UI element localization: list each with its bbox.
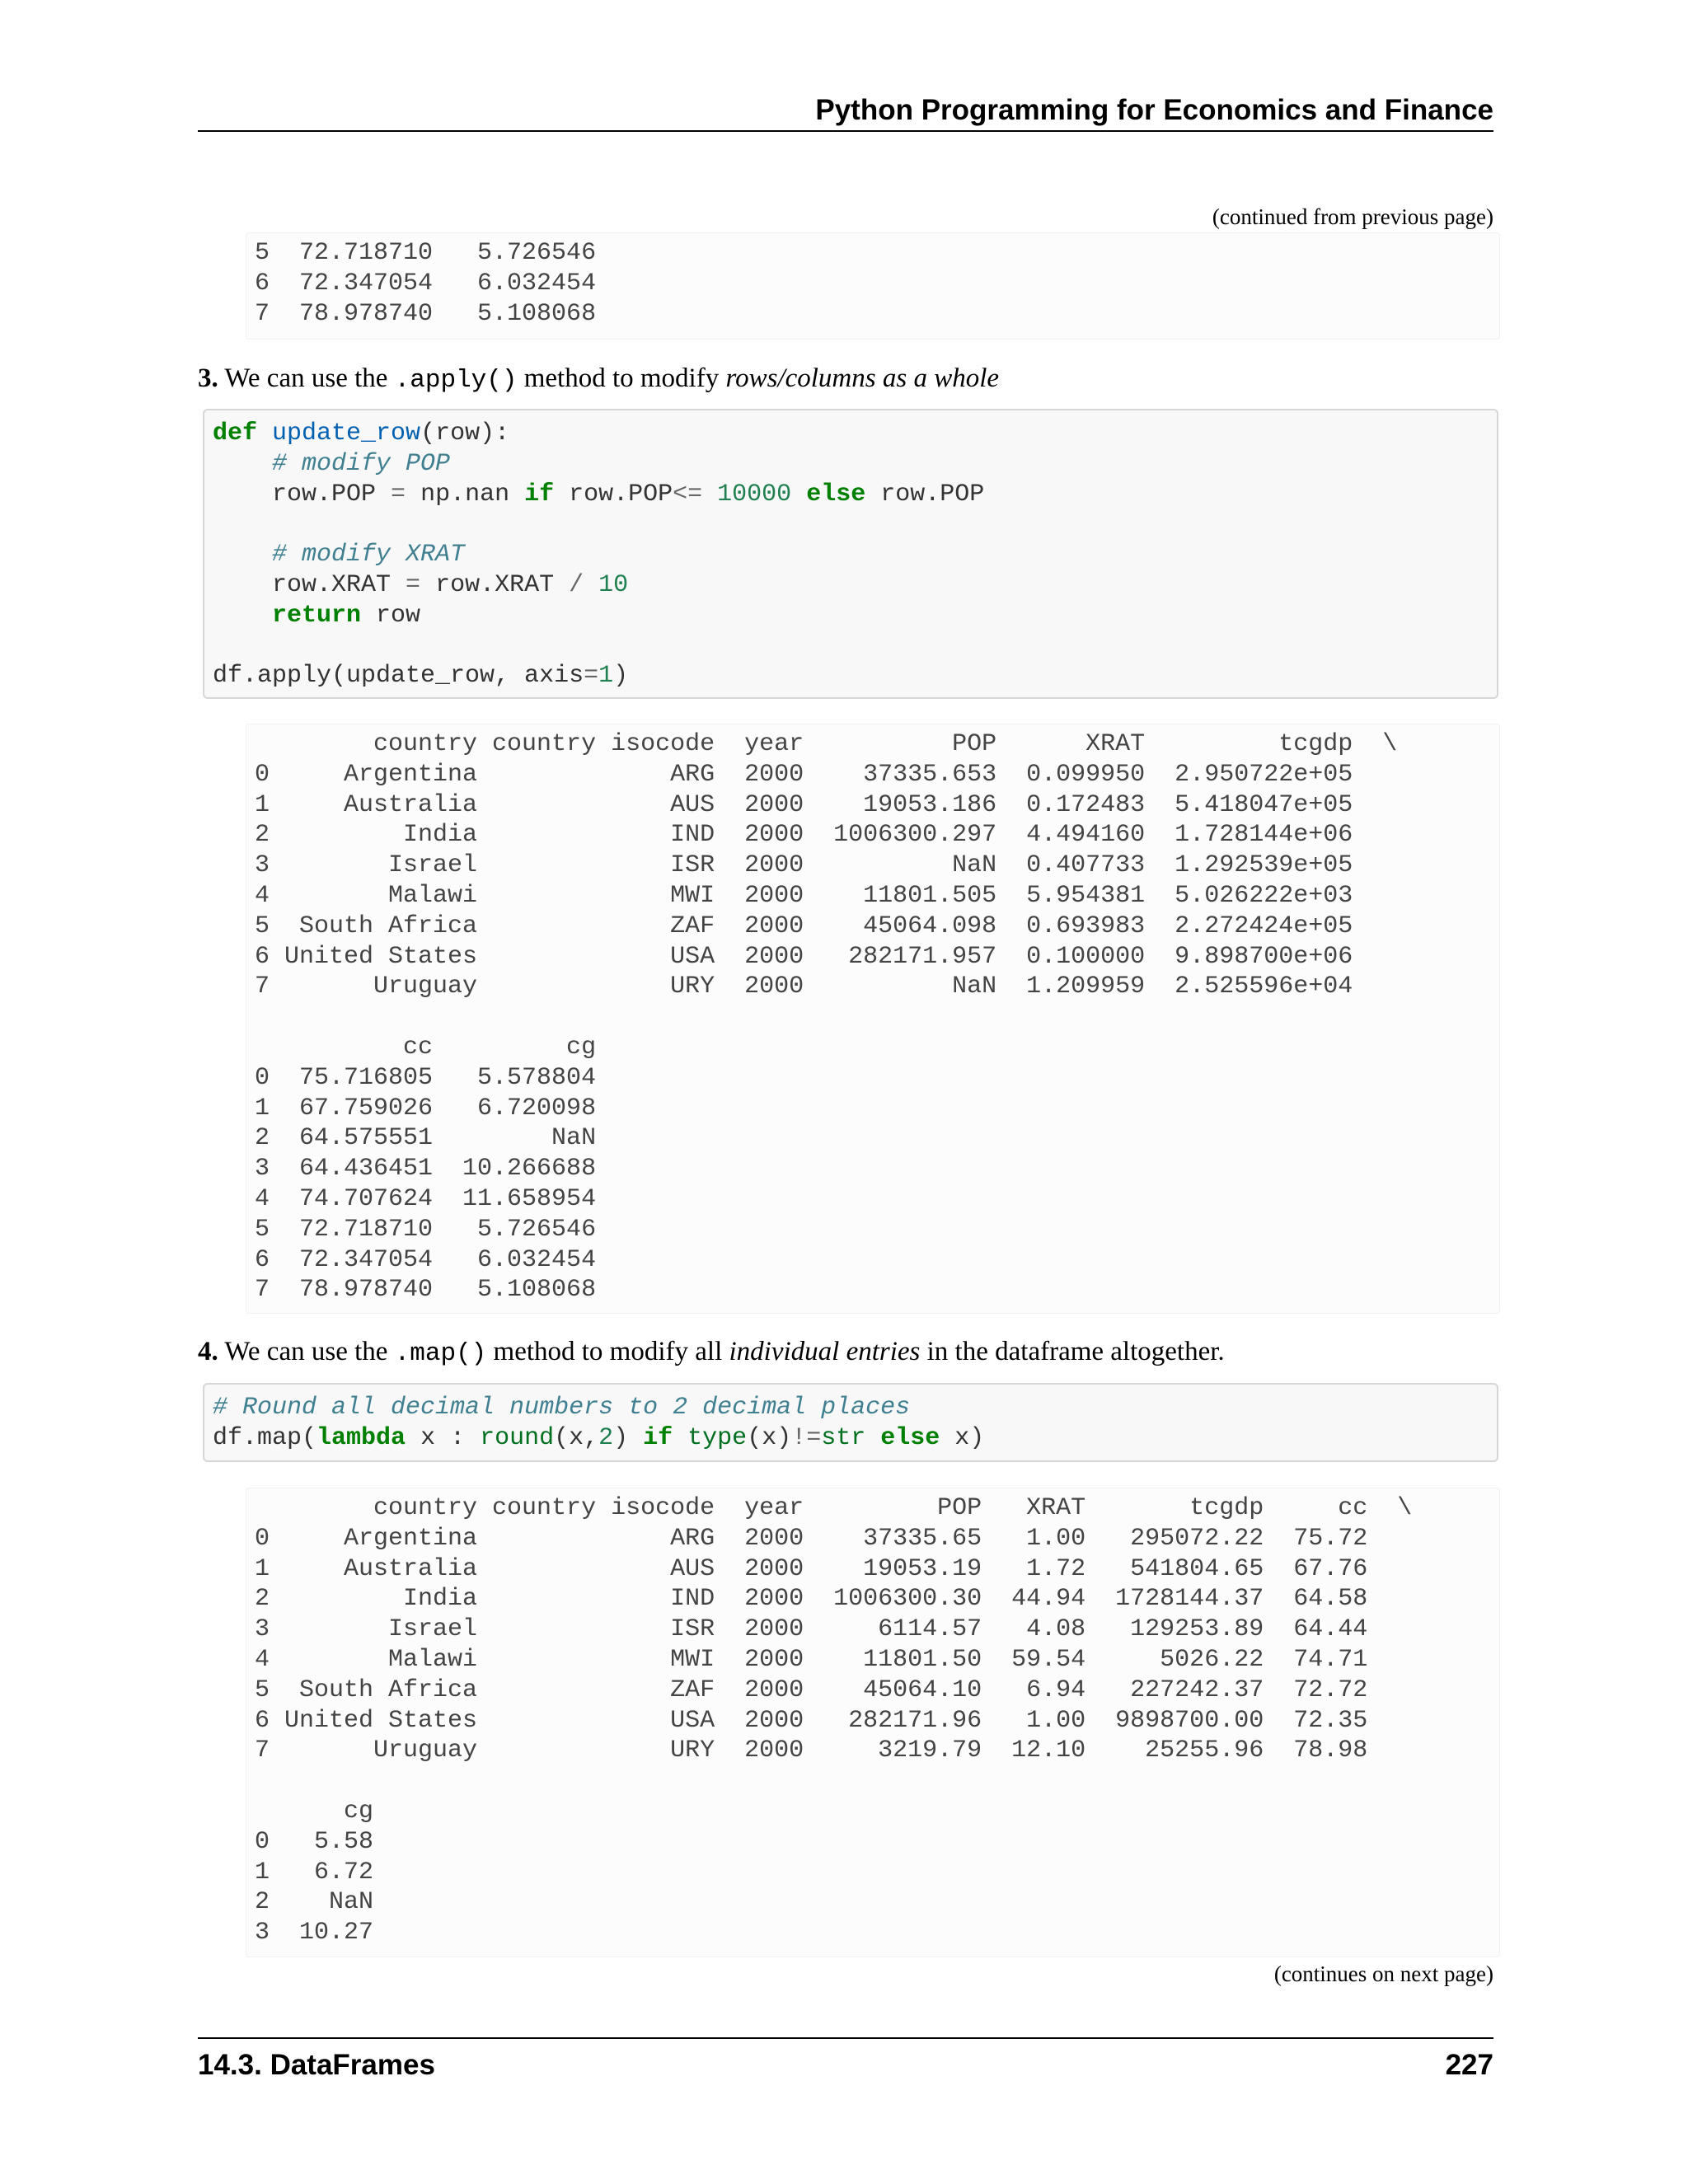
code-token: ) bbox=[613, 1423, 644, 1452]
page-number: 227 bbox=[1445, 2049, 1493, 2081]
step4-paragraph bbox=[198, 1333, 1517, 1372]
code-token: type bbox=[687, 1423, 748, 1452]
code-token: round bbox=[480, 1423, 555, 1452]
code-token: df.map( bbox=[213, 1423, 317, 1452]
code-token: return bbox=[272, 601, 362, 630]
step3-code: .apply() bbox=[394, 366, 518, 395]
code-block-map bbox=[203, 1383, 1498, 1462]
continues-next-note: (continues on next page) bbox=[1273, 1961, 1493, 1986]
code-token: else bbox=[806, 480, 866, 509]
step3-paragraph bbox=[198, 360, 1517, 399]
code-text-apply bbox=[213, 419, 1489, 691]
code-token: (row): bbox=[420, 419, 510, 448]
step4-text-middle: method to modify all bbox=[486, 1337, 729, 1366]
code-token: (x) bbox=[747, 1423, 792, 1452]
code-token: def bbox=[213, 419, 258, 448]
output-text-map: country country isocode year POP XRAT tcgdp cc \ 0 Argentina ARG 2000 37335.65 1.00 295072.22 75.72 1 Australia AUS 2000 19053.19 1.72 541804.65 67.76 2 India IND 2000 1006300.30 44.94 1728144.37 64.58 3 Israel ISR 2000 6114.57 4.08 129253.89 64.44 4 Malawi MWI 2000 11801.50 59.54 5026.22 74.71 5 South Africa ZAF 2000 45064.10 6.94 227242.37 72.72 6 United States USA 2000 282171.96 1.00 9898700.00 72.35 7 Uruguay URY 2000 3219.79 12.10 25255.96 78.98 cg 0 5.58 1 6.72 2 NaN 3 10.27 bbox=[255, 1494, 1413, 1947]
code-token: x) bbox=[940, 1423, 985, 1452]
step4-text-before: We can use the bbox=[218, 1337, 395, 1366]
code-token: if bbox=[524, 480, 555, 509]
code-token: = bbox=[406, 570, 421, 599]
output-block-apply bbox=[246, 724, 1500, 1314]
code-token: = bbox=[584, 662, 599, 691]
code-token bbox=[865, 1424, 880, 1452]
code-token: # Round all decimal numbers to 2 decimal places bbox=[213, 1394, 911, 1422]
code-token: <= bbox=[673, 480, 703, 509]
code-token bbox=[257, 419, 272, 448]
code-token: / bbox=[569, 570, 584, 599]
code-block-apply bbox=[203, 409, 1498, 699]
code-token: row.XRAT bbox=[420, 570, 570, 599]
header-rule bbox=[198, 130, 1493, 132]
code-token: else bbox=[880, 1423, 940, 1452]
code-token: 1 bbox=[598, 662, 614, 691]
code-token: 10000 bbox=[717, 480, 792, 509]
step4-text-after: in the dataframe altogether. bbox=[920, 1337, 1225, 1366]
code-token: = bbox=[391, 480, 406, 509]
code-token: 10 bbox=[598, 570, 629, 599]
step3-emphasis: rows/columns as a whole bbox=[725, 363, 1000, 393]
code-token: update_row bbox=[272, 419, 421, 448]
code-token bbox=[791, 480, 806, 509]
step3-number: 3. bbox=[198, 363, 218, 393]
footer-rule bbox=[198, 2037, 1493, 2039]
code-token: x : bbox=[406, 1423, 481, 1452]
code-token: ) bbox=[613, 662, 629, 691]
step3-text-middle: method to modify bbox=[517, 363, 726, 393]
step4-code: .map() bbox=[394, 1339, 487, 1368]
footer-section: 14.3. DataFrames bbox=[198, 2049, 435, 2081]
output-text-top: 5 72.718710 5.726546 6 72.347054 6.032454 7 78.978740 5.108068 bbox=[255, 239, 597, 328]
step4-number: 4. bbox=[198, 1337, 218, 1366]
output-block-top bbox=[246, 232, 1500, 340]
code-token bbox=[702, 480, 717, 509]
running-header: Python Programming for Economics and Finance bbox=[815, 94, 1493, 126]
code-token: # modify POP bbox=[272, 449, 451, 478]
continued-from-note: (continued from previous page) bbox=[1212, 204, 1493, 229]
output-text-apply: country country isocode year POP XRAT tcgdp \ 0 Argentina ARG 2000 37335.653 0.099950 2.950722e+05 1 Australia AUS 2000 19053.186 0.172483 5.418047e+05 2 India IND 2000 1006300.297 4.494160 1.728144e+06 3 Israel ISR 2000 NaN 0.407733 1.292539e+05 4 Malawi MWI 2000 11801.505 5.954381 5.026222e+03 5 South Africa ZAF 2000 45064.098 0.693983 2.272424e+05 6 United States USA 2000 282171.957 0.100000 9.898700e+06 7 Uruguay URY 2000 NaN 1.209959 2.525596e+04 cc cg 0 75.716805 5.578804 1 67.759026 6.720098 2 64.575551 NaN 3 64.436451 10.266688 4 74.707624 11.658954 5 72.718710 5.726546 6 72.347054 6.032454 7 78.978740 5.108068 bbox=[255, 730, 1398, 1305]
code-token: row.POP bbox=[554, 480, 673, 509]
code-token bbox=[584, 571, 598, 599]
code-token: 2 bbox=[598, 1423, 614, 1452]
code-token: if bbox=[643, 1423, 673, 1452]
step3-text-before: We can use the bbox=[218, 363, 395, 393]
code-token: row.XRAT bbox=[213, 570, 406, 599]
code-token: np.nan bbox=[406, 480, 525, 509]
code-token bbox=[213, 602, 272, 630]
code-token: # modify XRAT bbox=[272, 541, 466, 569]
code-token: str bbox=[821, 1423, 866, 1452]
code-token: df.apply(update_row, axis bbox=[213, 662, 584, 691]
code-token: != bbox=[791, 1423, 822, 1452]
code-token: row.POP bbox=[213, 480, 392, 509]
code-token: lambda bbox=[316, 1423, 406, 1452]
code-token bbox=[213, 450, 272, 478]
code-token: (x, bbox=[554, 1423, 599, 1452]
code-token: row.POP bbox=[865, 480, 985, 509]
output-block-map bbox=[246, 1488, 1500, 1957]
code-token bbox=[673, 1424, 687, 1452]
step4-emphasis: individual entries bbox=[729, 1337, 921, 1366]
code-token: row bbox=[361, 601, 421, 630]
code-token bbox=[213, 541, 272, 569]
code-text-map bbox=[213, 1393, 1489, 1454]
